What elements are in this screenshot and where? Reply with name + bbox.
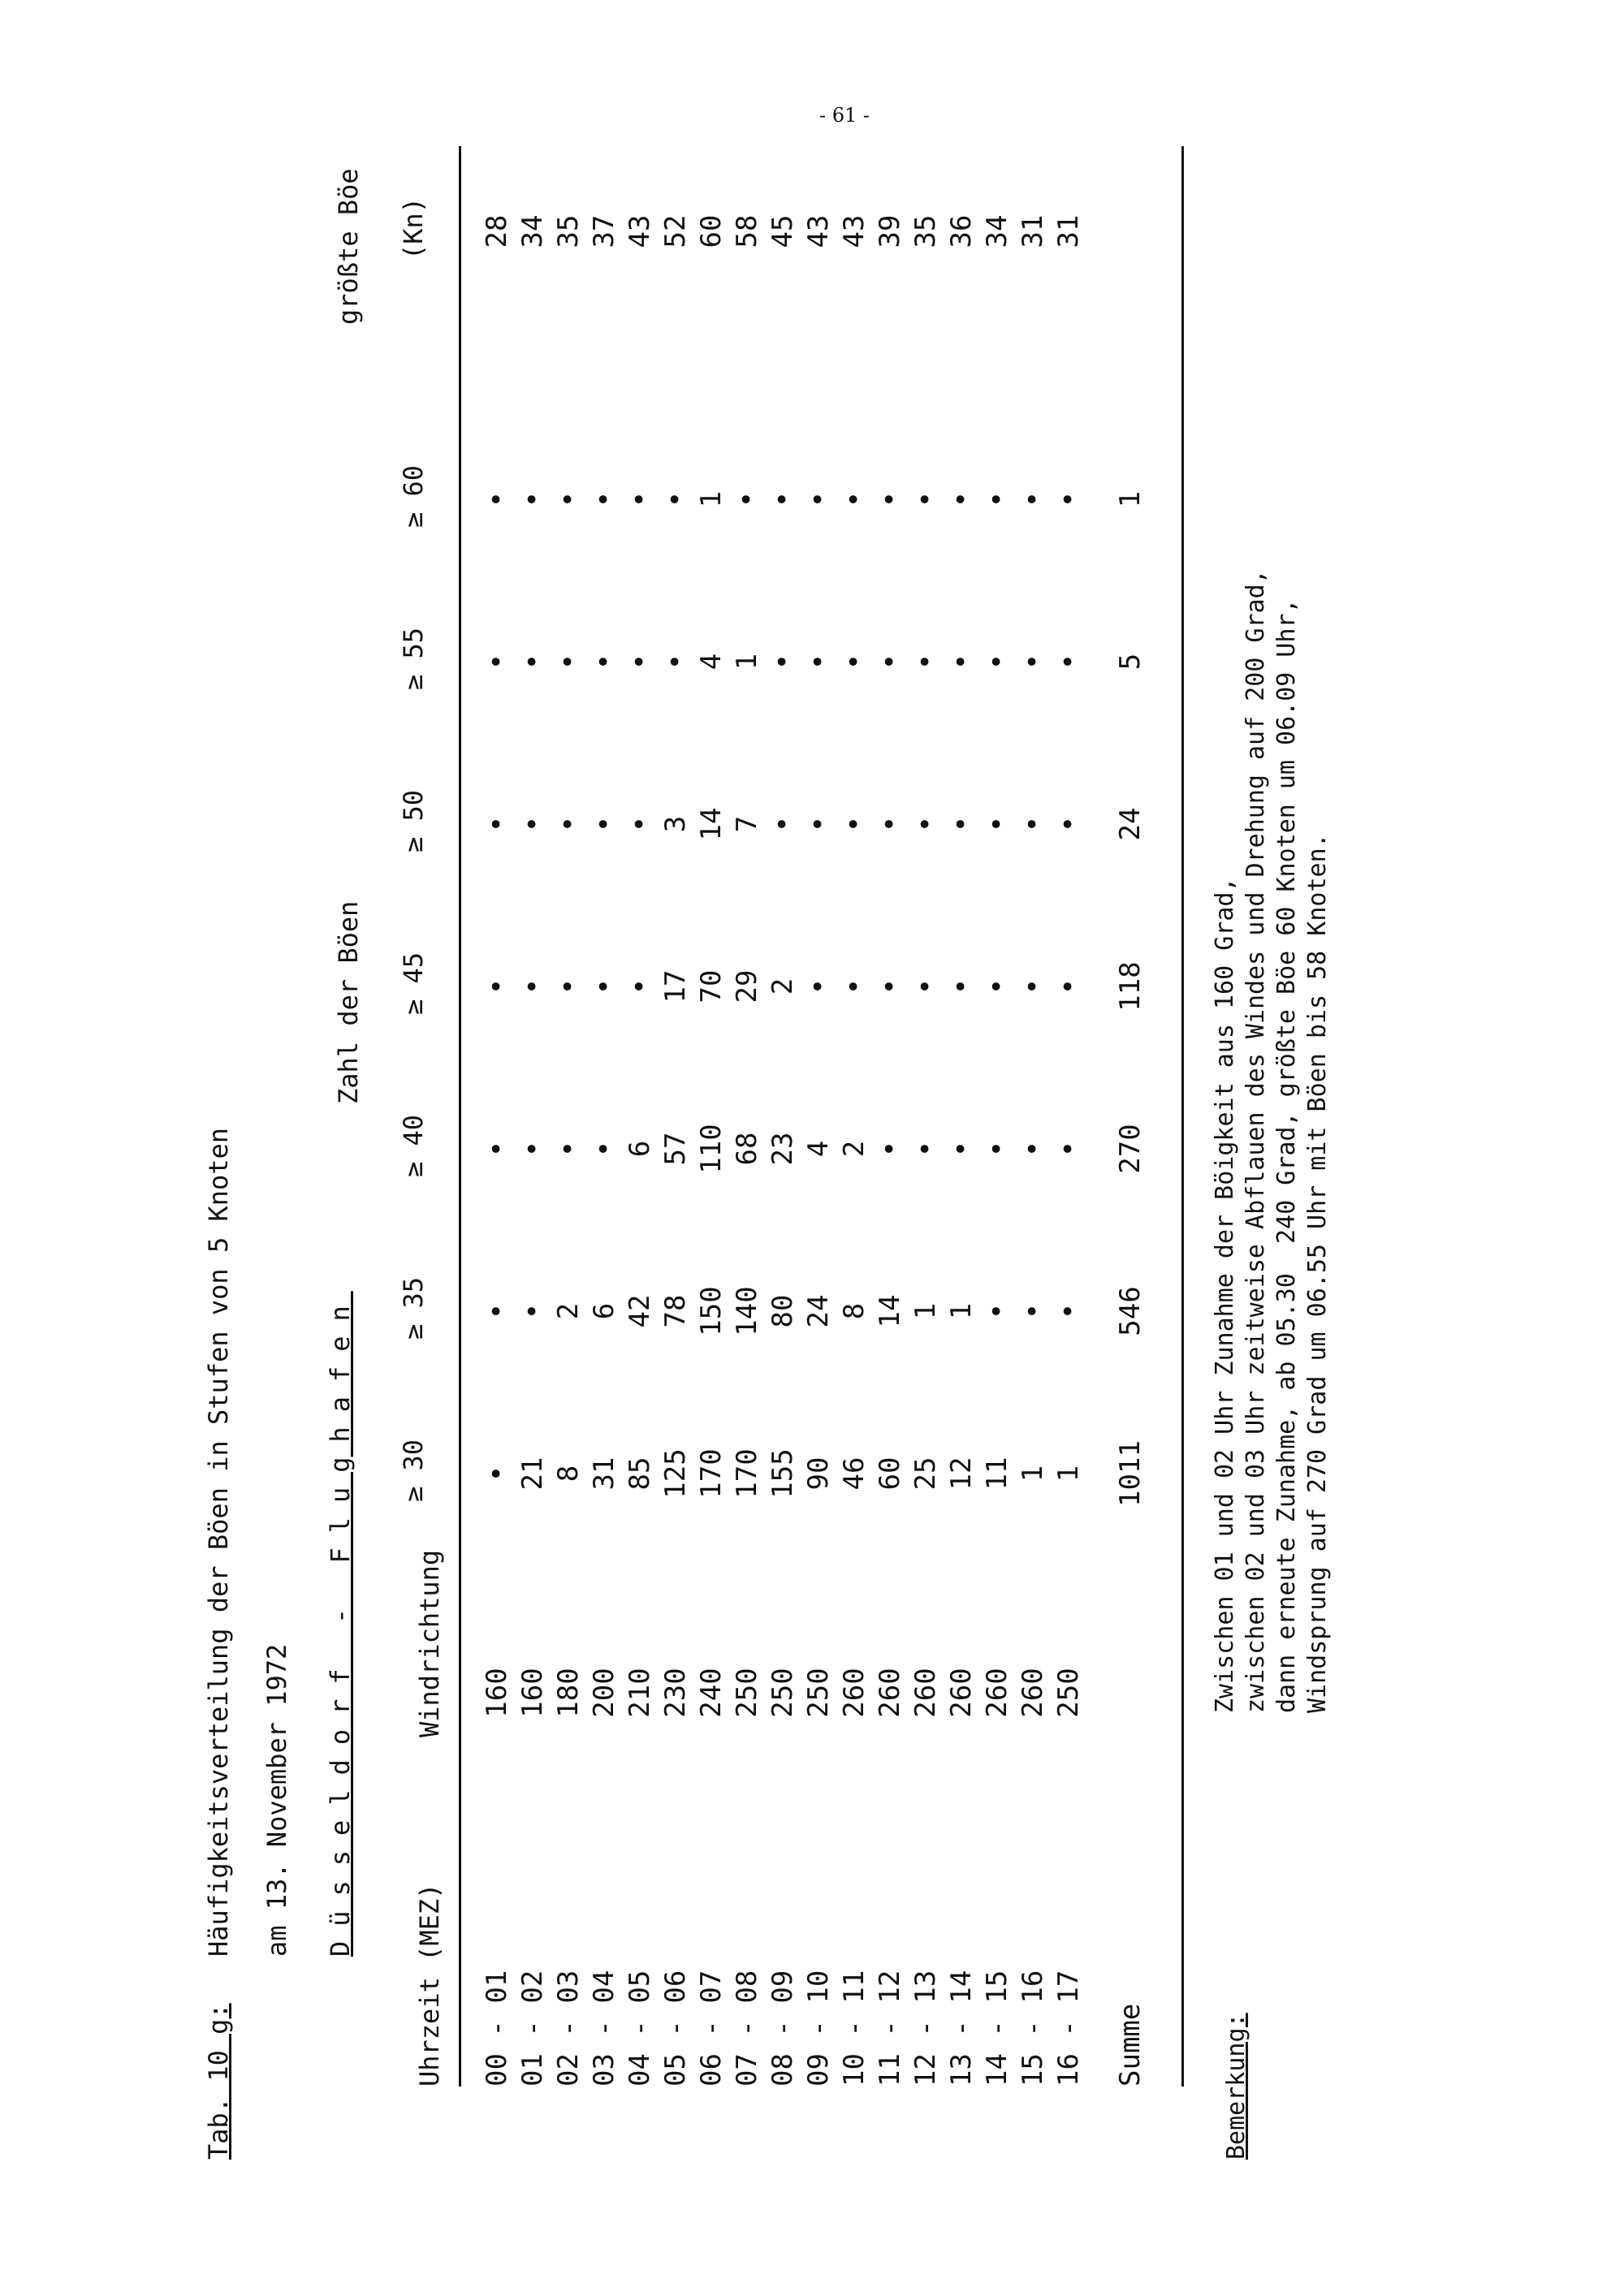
cell-ge55: • [767,653,799,671]
cell-ge35: 78 [659,1294,692,1328]
cell-ge30: 155 [767,1448,799,1499]
cell-ge40: • [516,1140,549,1158]
cell-ge35: 150 [695,1286,728,1336]
cell-time: 12 - 13 [909,1970,942,2087]
cell-time: 08 - 09 [767,1970,799,2087]
cell-ge45: • [802,978,835,995]
cell-ge55: • [552,653,585,671]
cell-ge40: • [909,1140,942,1158]
cell-ge40: • [1052,1140,1085,1158]
cell-ge50: • [624,815,656,833]
cell-ge35: 2 [552,1302,585,1320]
cell-time: 05 - 06 [659,1970,692,2087]
cell-max-gust: 31 [1052,214,1085,248]
cell-ge45: 29 [731,969,763,1003]
cell-time: 04 - 05 [624,1970,656,2087]
sum-ge60: 1 [1114,490,1147,508]
cell-ge30: 31 [588,1457,620,1491]
table-location: Düsseldorf - Flughafen [325,1291,356,1957]
cell-direction: 260 [1017,1668,1049,1718]
cell-ge30: 60 [874,1457,906,1491]
cell-ge40: 6 [624,1140,656,1158]
remark-line-4: Windsprung auf 270 Grad um 06.55 Uhr mit Böen bis 58 Knoten. [1303,833,1332,1713]
cell-ge35: • [1052,1302,1085,1320]
sum-ge55: 5 [1114,653,1147,671]
cell-ge40: 68 [731,1132,763,1166]
cell-ge30: 85 [624,1457,656,1491]
cell-ge40: 4 [802,1140,835,1158]
remark-line-3: dann erneute Zunahme, ab 05.30 240 Grad, größte Böe 60 Knoten um 06.09 Uhr, [1272,598,1301,1713]
cell-max-gust: 43 [838,214,870,248]
cell-ge55: 1 [731,653,763,671]
cell-ge60: • [767,490,799,508]
cell-ge50: 14 [695,807,728,841]
cell-ge35: 6 [588,1302,620,1320]
cell-ge55: • [874,653,906,671]
cell-ge45: • [838,978,870,995]
cell-ge45: 17 [659,969,692,1003]
cell-max-gust: 39 [874,214,906,248]
sum-label: Summe [1114,2003,1147,2087]
cell-max-gust: 43 [802,214,835,248]
cell-ge60: 1 [695,490,728,508]
cell-time: 14 - 15 [981,1970,1013,2087]
cell-ge45: • [516,978,549,995]
cell-max-gust: 34 [981,214,1013,248]
cell-ge60: • [624,490,656,508]
cell-ge50: • [838,815,870,833]
cell-ge35: 140 [731,1286,763,1336]
cell-ge45: • [874,978,906,995]
cell-max-gust: 37 [588,214,620,248]
page-number: - 61 - [818,104,870,127]
sum-ge30: 1011 [1114,1440,1147,1507]
header-zahl-der-boeen: Zahl der Böen [333,900,364,1104]
sum-ge35: 546 [1114,1286,1147,1336]
cell-ge55: • [481,653,513,671]
cell-ge40: • [874,1140,906,1158]
cell-direction: 260 [945,1668,978,1718]
header-ge35: ≥ 35 [398,1276,429,1340]
cell-ge50: • [516,815,549,833]
cell-ge60: • [838,490,870,508]
cell-ge45: • [981,978,1013,995]
cell-max-gust: 28 [481,214,513,248]
cell-direction: 260 [874,1668,906,1718]
cell-time: 15 - 16 [1017,1970,1049,2087]
cell-direction: 250 [1052,1668,1085,1718]
header-kn: (Kn) [398,196,429,260]
cell-ge35: 14 [874,1294,906,1328]
cell-ge40: 57 [659,1132,692,1166]
cell-ge50: • [1052,815,1085,833]
cell-ge55: • [624,653,656,671]
cell-direction: 160 [516,1668,549,1718]
cell-time: 06 - 07 [695,1970,728,2087]
cell-direction: 260 [909,1668,942,1718]
sum-ge45: 118 [1114,961,1147,1012]
header-ge30: ≥ 30 [398,1439,429,1502]
cell-ge45: • [588,978,620,995]
cell-time: 01 - 02 [516,1970,549,2087]
cell-ge40: • [981,1140,1013,1158]
cell-ge45: 2 [767,978,799,995]
cell-ge50: • [802,815,835,833]
cell-ge35: 42 [624,1294,656,1328]
cell-ge45: • [909,978,942,995]
cell-ge60: • [945,490,978,508]
sum-ge40: 270 [1114,1124,1147,1174]
cell-direction: 260 [838,1668,870,1718]
cell-direction: 250 [731,1668,763,1718]
cell-ge50: • [981,815,1013,833]
cell-ge60: • [552,490,585,508]
cell-time: 00 - 01 [481,1970,513,2087]
cell-ge35: 80 [767,1294,799,1328]
cell-ge55: • [838,653,870,671]
cell-ge35: • [1017,1302,1049,1320]
cell-time: 16 - 17 [1052,1970,1085,2087]
cell-time: 07 - 08 [731,1970,763,2087]
cell-ge55: • [1052,653,1085,671]
cell-time: 10 - 11 [838,1970,870,2087]
cell-ge45: • [1017,978,1049,995]
cell-max-gust: 36 [945,214,978,248]
cell-ge45: • [1052,978,1085,995]
cell-ge55: • [659,653,692,671]
cell-ge30: 170 [695,1448,728,1499]
cell-ge55: • [588,653,620,671]
remark-label: Bemerkung: [1222,2013,1250,2160]
header-ge60: ≥ 60 [398,464,429,528]
cell-direction: 240 [695,1668,728,1718]
cell-ge40: 23 [767,1132,799,1166]
cell-ge30: 90 [802,1457,835,1491]
cell-ge45: • [945,978,978,995]
remark-line-2: zwischen 02 und 03 Uhr zeitweise Abflauen des Windes und Drehung auf 200 Grad, [1242,569,1270,1713]
header-ge45: ≥ 45 [398,952,429,1015]
table-date: am 13. November 1972 [261,1643,292,1957]
cell-ge35: 1 [945,1302,978,1320]
cell-ge50: 7 [731,815,763,833]
cell-ge35: • [516,1302,549,1320]
cell-ge60: • [981,490,1013,508]
cell-ge30: 1 [1052,1465,1085,1482]
cell-ge45: • [481,978,513,995]
cell-ge35: 24 [802,1294,835,1328]
cell-ge35: • [481,1302,513,1320]
cell-max-gust: 58 [731,214,763,248]
cell-ge40: 2 [838,1140,870,1158]
cell-time: 09 - 10 [802,1970,835,2087]
cell-ge50: • [481,815,513,833]
cell-ge55: • [981,653,1013,671]
cell-direction: 210 [624,1668,656,1718]
cell-ge60: • [659,490,692,508]
cell-ge30: 46 [838,1457,870,1491]
cell-ge50: • [1017,815,1049,833]
cell-ge50: • [909,815,942,833]
cell-ge35: 1 [909,1302,942,1320]
cell-ge35: • [981,1302,1013,1320]
cell-ge30: 1 [1017,1465,1049,1482]
table-title: Häufigkeitsverteilung der Böen in Stufen von 5 Knoten [203,1127,234,1957]
cell-ge30: 25 [909,1457,942,1491]
cell-ge40: • [588,1140,620,1158]
cell-ge50: • [874,815,906,833]
table-top-rule [459,146,461,2087]
cell-ge30: 12 [945,1457,978,1491]
cell-ge40: • [481,1140,513,1158]
cell-max-gust: 45 [767,214,799,248]
cell-ge45: • [624,978,656,995]
cell-time: 13 - 14 [945,1970,978,2087]
cell-ge50: 3 [659,815,692,833]
cell-ge55: • [1017,653,1049,671]
cell-max-gust: 34 [516,214,549,248]
remark-line-1: Zwischen 01 und 02 Uhr Zunahme der Böigkeit aus 160 Grad, [1211,877,1239,1713]
cell-time: 03 - 04 [588,1970,620,2087]
cell-ge45: • [552,978,585,995]
cell-ge30: 11 [981,1457,1013,1491]
cell-ge60: • [481,490,513,508]
cell-ge50: • [945,815,978,833]
cell-ge35: 8 [838,1302,870,1320]
cell-ge55: • [516,653,549,671]
cell-max-gust: 35 [909,214,942,248]
cell-direction: 160 [481,1668,513,1718]
cell-direction: 250 [802,1668,835,1718]
table-label: Tab. 10 g: [203,2003,234,2160]
cell-ge50: • [767,815,799,833]
cell-ge55: • [945,653,978,671]
cell-ge60: • [1052,490,1085,508]
header-ge50: ≥ 50 [398,789,429,852]
cell-direction: 200 [588,1668,620,1718]
cell-ge55: • [909,653,942,671]
cell-max-gust: 43 [624,214,656,248]
header-ge55: ≥ 55 [398,627,429,690]
cell-ge60: • [731,490,763,508]
sum-ge50: 24 [1114,807,1147,841]
header-ge40: ≥ 40 [398,1114,429,1177]
cell-ge60: • [1017,490,1049,508]
table-sum-rule [1181,146,1184,2087]
cell-ge60: • [516,490,549,508]
cell-ge60: • [802,490,835,508]
cell-max-gust: 31 [1017,214,1049,248]
cell-ge30: 170 [731,1448,763,1499]
header-uhrzeit: Uhrzeit (MEZ) [414,1883,445,2087]
cell-ge40: 110 [695,1124,728,1174]
cell-ge30: 21 [516,1457,549,1491]
cell-ge30: 8 [552,1465,585,1482]
cell-ge60: • [588,490,620,508]
cell-time: 11 - 12 [874,1970,906,2087]
cell-direction: 230 [659,1668,692,1718]
cell-time: 02 - 03 [552,1970,585,2087]
cell-direction: 180 [552,1668,585,1718]
cell-direction: 260 [981,1668,1013,1718]
cell-max-gust: 60 [695,214,728,248]
cell-ge50: • [588,815,620,833]
cell-max-gust: 35 [552,214,585,248]
header-windrichtung: Windrichtung [414,1549,445,1737]
cell-ge30: 125 [659,1448,692,1499]
cell-ge40: • [945,1140,978,1158]
cell-max-gust: 52 [659,214,692,248]
cell-ge60: • [909,490,942,508]
cell-ge50: • [552,815,585,833]
cell-ge45: 70 [695,969,728,1003]
cell-ge55: 4 [695,653,728,671]
cell-ge60: • [874,490,906,508]
cell-ge40: • [1017,1140,1049,1158]
cell-direction: 250 [767,1668,799,1718]
remark-text [1210,569,1333,1713]
header-groesste-boee: größte Böe [333,168,364,325]
rotated-table-area [195,162,1429,2192]
cell-ge30: • [481,1465,513,1482]
cell-ge40: • [552,1140,585,1158]
cell-ge55: • [802,653,835,671]
